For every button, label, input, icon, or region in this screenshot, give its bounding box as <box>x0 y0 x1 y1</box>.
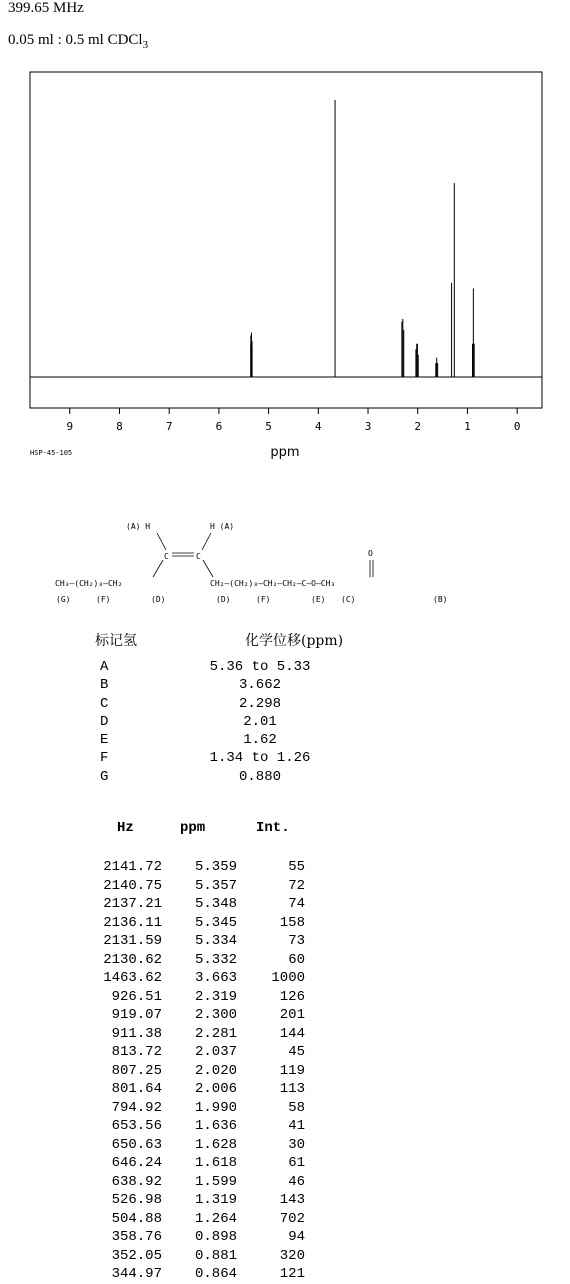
spectrometer-frequency: 399.65 MHz <box>8 0 84 16</box>
col-int: Int. <box>256 820 290 836</box>
peak-hz: 638.92 <box>111 1173 162 1190</box>
peak-intensity: 46 <box>288 1173 305 1190</box>
peak-hz: 919.07 <box>111 1007 162 1023</box>
peak-hz: 650.63 <box>111 1136 162 1153</box>
peak-intensity: 144 <box>279 1025 305 1042</box>
peak-intensity: 1000 <box>271 970 305 986</box>
assignment-shift: 3.662 <box>238 677 281 694</box>
assignment-row <box>100 676 400 694</box>
assignment-shift: 1.62 <box>243 732 277 749</box>
peak-ppm: 2.037 <box>194 1044 237 1060</box>
x-tick-label: 3 <box>364 420 372 433</box>
assignment-label: C <box>100 695 109 712</box>
peak-ppm: 2.281 <box>194 1025 237 1042</box>
peak-ppm: 0.898 <box>194 1229 237 1245</box>
peak-ppm: 5.359 <box>194 859 237 875</box>
peak-hz: 344.97 <box>111 1266 162 1282</box>
peak-ppm: 5.332 <box>194 951 237 968</box>
peak-hz: 1463.62 <box>103 970 162 986</box>
carbonyl-oxygen: O <box>368 549 373 558</box>
x-tick-label: 1 <box>464 420 471 433</box>
assignment-label: G <box>100 768 109 785</box>
peak-hz: 801.64 <box>111 1081 162 1097</box>
x-tick-label: 5 <box>265 420 272 433</box>
peak-intensity: 58 <box>288 1099 305 1116</box>
assignment-row <box>100 731 400 749</box>
peak-intensity: 74 <box>288 896 305 912</box>
assignment-row <box>100 658 400 676</box>
assignment-row <box>100 695 400 713</box>
label-e: (E) <box>311 595 326 604</box>
x-tick-label: 7 <box>165 420 173 433</box>
peak-intensity: 119 <box>279 1062 305 1079</box>
x-tick-label: 8 <box>116 420 123 433</box>
assignment-header-label: 标记氢 <box>95 633 137 649</box>
x-tick-label: 9 <box>66 420 74 433</box>
peak-intensity: 45 <box>288 1044 305 1060</box>
peak-hz: 646.24 <box>111 1155 162 1171</box>
label-f-left: (F) <box>96 595 111 604</box>
peak-intensity: 201 <box>279 1007 305 1023</box>
peak-hz: 352.05 <box>111 1247 162 1264</box>
nmr-spectrum-chart <box>0 60 570 460</box>
assignment-label: D <box>100 713 109 730</box>
col-hz: Hz <box>117 820 134 836</box>
peak-hz: 653.56 <box>111 1118 162 1134</box>
peak-intensity: 121 <box>279 1266 305 1282</box>
solvent-text: 0.05 ml : 0.5 ml CDCl <box>8 32 143 48</box>
peak-hz: 2141.72 <box>103 859 162 875</box>
chain-right: CH₂—(CH₂)₈—CH₂—CH₂—C—O—CH₃ <box>210 579 336 588</box>
solvent-info <box>8 32 148 51</box>
peak-ppm: 1.636 <box>194 1118 237 1134</box>
peak-hz: 813.72 <box>111 1044 162 1060</box>
peak-ppm: 1.319 <box>194 1192 237 1208</box>
peak-hz: 2131.59 <box>103 933 162 949</box>
assignment-row <box>100 768 400 786</box>
assignment-row <box>100 749 400 767</box>
peak-intensity: 143 <box>279 1192 305 1208</box>
assignment-shift: 2.01 <box>243 713 277 730</box>
peak-ppm: 2.020 <box>194 1062 237 1079</box>
assignment-shift: 2.298 <box>238 695 281 712</box>
structure-h-label-right: H (A) <box>210 522 235 531</box>
peak-ppm: 1.599 <box>194 1173 237 1190</box>
peak-ppm: 2.319 <box>194 988 237 1005</box>
peak-intensity: 113 <box>279 1081 305 1097</box>
peak-intensity: 94 <box>288 1229 305 1245</box>
assignment-label: F <box>100 750 109 767</box>
peak-ppm: 5.345 <box>194 914 237 931</box>
peak-hz: 926.51 <box>111 988 162 1005</box>
peak-intensity: 55 <box>288 859 305 875</box>
peak-ppm: 0.881 <box>194 1247 237 1264</box>
alkene-carbon-left: C <box>164 552 169 561</box>
peak-intensity: 702 <box>279 1210 305 1227</box>
assignment-label: A <box>100 659 109 675</box>
peak-hz: 911.38 <box>111 1025 162 1042</box>
peak-ppm: 3.663 <box>194 970 237 986</box>
chemical-structure <box>0 515 570 615</box>
peak-ppm: 5.334 <box>194 933 237 949</box>
peak-intensity: 126 <box>279 988 305 1005</box>
solvent-subscript: 3 <box>142 39 149 51</box>
peak-hz: 504.88 <box>111 1210 162 1227</box>
peak-intensity: 72 <box>288 877 305 894</box>
x-tick-label: 6 <box>215 420 223 433</box>
x-tick-label: 4 <box>314 420 322 433</box>
peak-ppm: 5.348 <box>194 896 237 912</box>
col-ppm: ppm <box>180 820 206 836</box>
peak-intensity: 60 <box>288 951 305 968</box>
structure-h-label-left: (A) H <box>126 522 151 531</box>
peak-ppm: 1.264 <box>194 1210 237 1227</box>
peak-hz: 2130.62 <box>103 951 162 968</box>
x-axis-label: ppm <box>270 445 300 460</box>
peak-ppm: 1.628 <box>194 1136 237 1153</box>
peak-ppm: 5.357 <box>194 877 237 894</box>
x-tick-label: 0 <box>513 420 521 433</box>
plot-frame <box>30 72 542 408</box>
peak-intensity: 73 <box>288 933 305 949</box>
label-c: (C) <box>341 595 356 604</box>
peak-ppm: 1.990 <box>194 1099 237 1116</box>
peak-hz: 2140.75 <box>103 877 162 894</box>
peak-ppm: 1.618 <box>194 1155 237 1171</box>
peak-hz: 358.76 <box>111 1229 162 1245</box>
assignment-row <box>100 713 400 731</box>
peak-ppm: 2.006 <box>194 1081 237 1097</box>
peak-hz: 2136.11 <box>103 914 162 931</box>
label-d-left: (D) <box>151 595 166 604</box>
peak-ppm: 2.300 <box>194 1007 237 1023</box>
label-d-right: (D) <box>216 595 231 604</box>
label-b: (B) <box>433 595 448 604</box>
assignment-shift: 5.36 to 5.33 <box>209 659 311 675</box>
peak-intensity: 61 <box>288 1155 305 1171</box>
peak-intensity: 41 <box>288 1118 305 1134</box>
peak-intensity: 158 <box>279 914 305 931</box>
x-tick-label: 2 <box>414 420 422 433</box>
assignment-label: E <box>100 732 109 749</box>
peak-hz: 794.92 <box>111 1099 162 1116</box>
assignment-list <box>100 658 400 786</box>
alkene-carbon-right: C <box>196 552 201 561</box>
label-g: (G) <box>56 595 71 604</box>
assignment-label: B <box>100 677 109 694</box>
peak-hz: 526.98 <box>111 1192 162 1208</box>
assignment-shift: 1.34 to 1.26 <box>209 750 311 767</box>
chain-left: CH₃—(CH₂)₈—CH₂ <box>55 579 123 588</box>
peak-ppm: 0.864 <box>194 1266 237 1282</box>
peak-hz: 2137.21 <box>103 896 162 912</box>
peak-hz: 807.25 <box>111 1062 162 1079</box>
spectrum-code: HSP-45-105 <box>30 449 73 457</box>
label-f-right: (F) <box>256 595 271 604</box>
peak-intensity: 320 <box>279 1247 305 1264</box>
peak-intensity: 30 <box>288 1136 305 1153</box>
assignment-shift: 0.880 <box>238 768 281 785</box>
assignment-header-shift: 化学位移(ppm) <box>245 633 344 649</box>
